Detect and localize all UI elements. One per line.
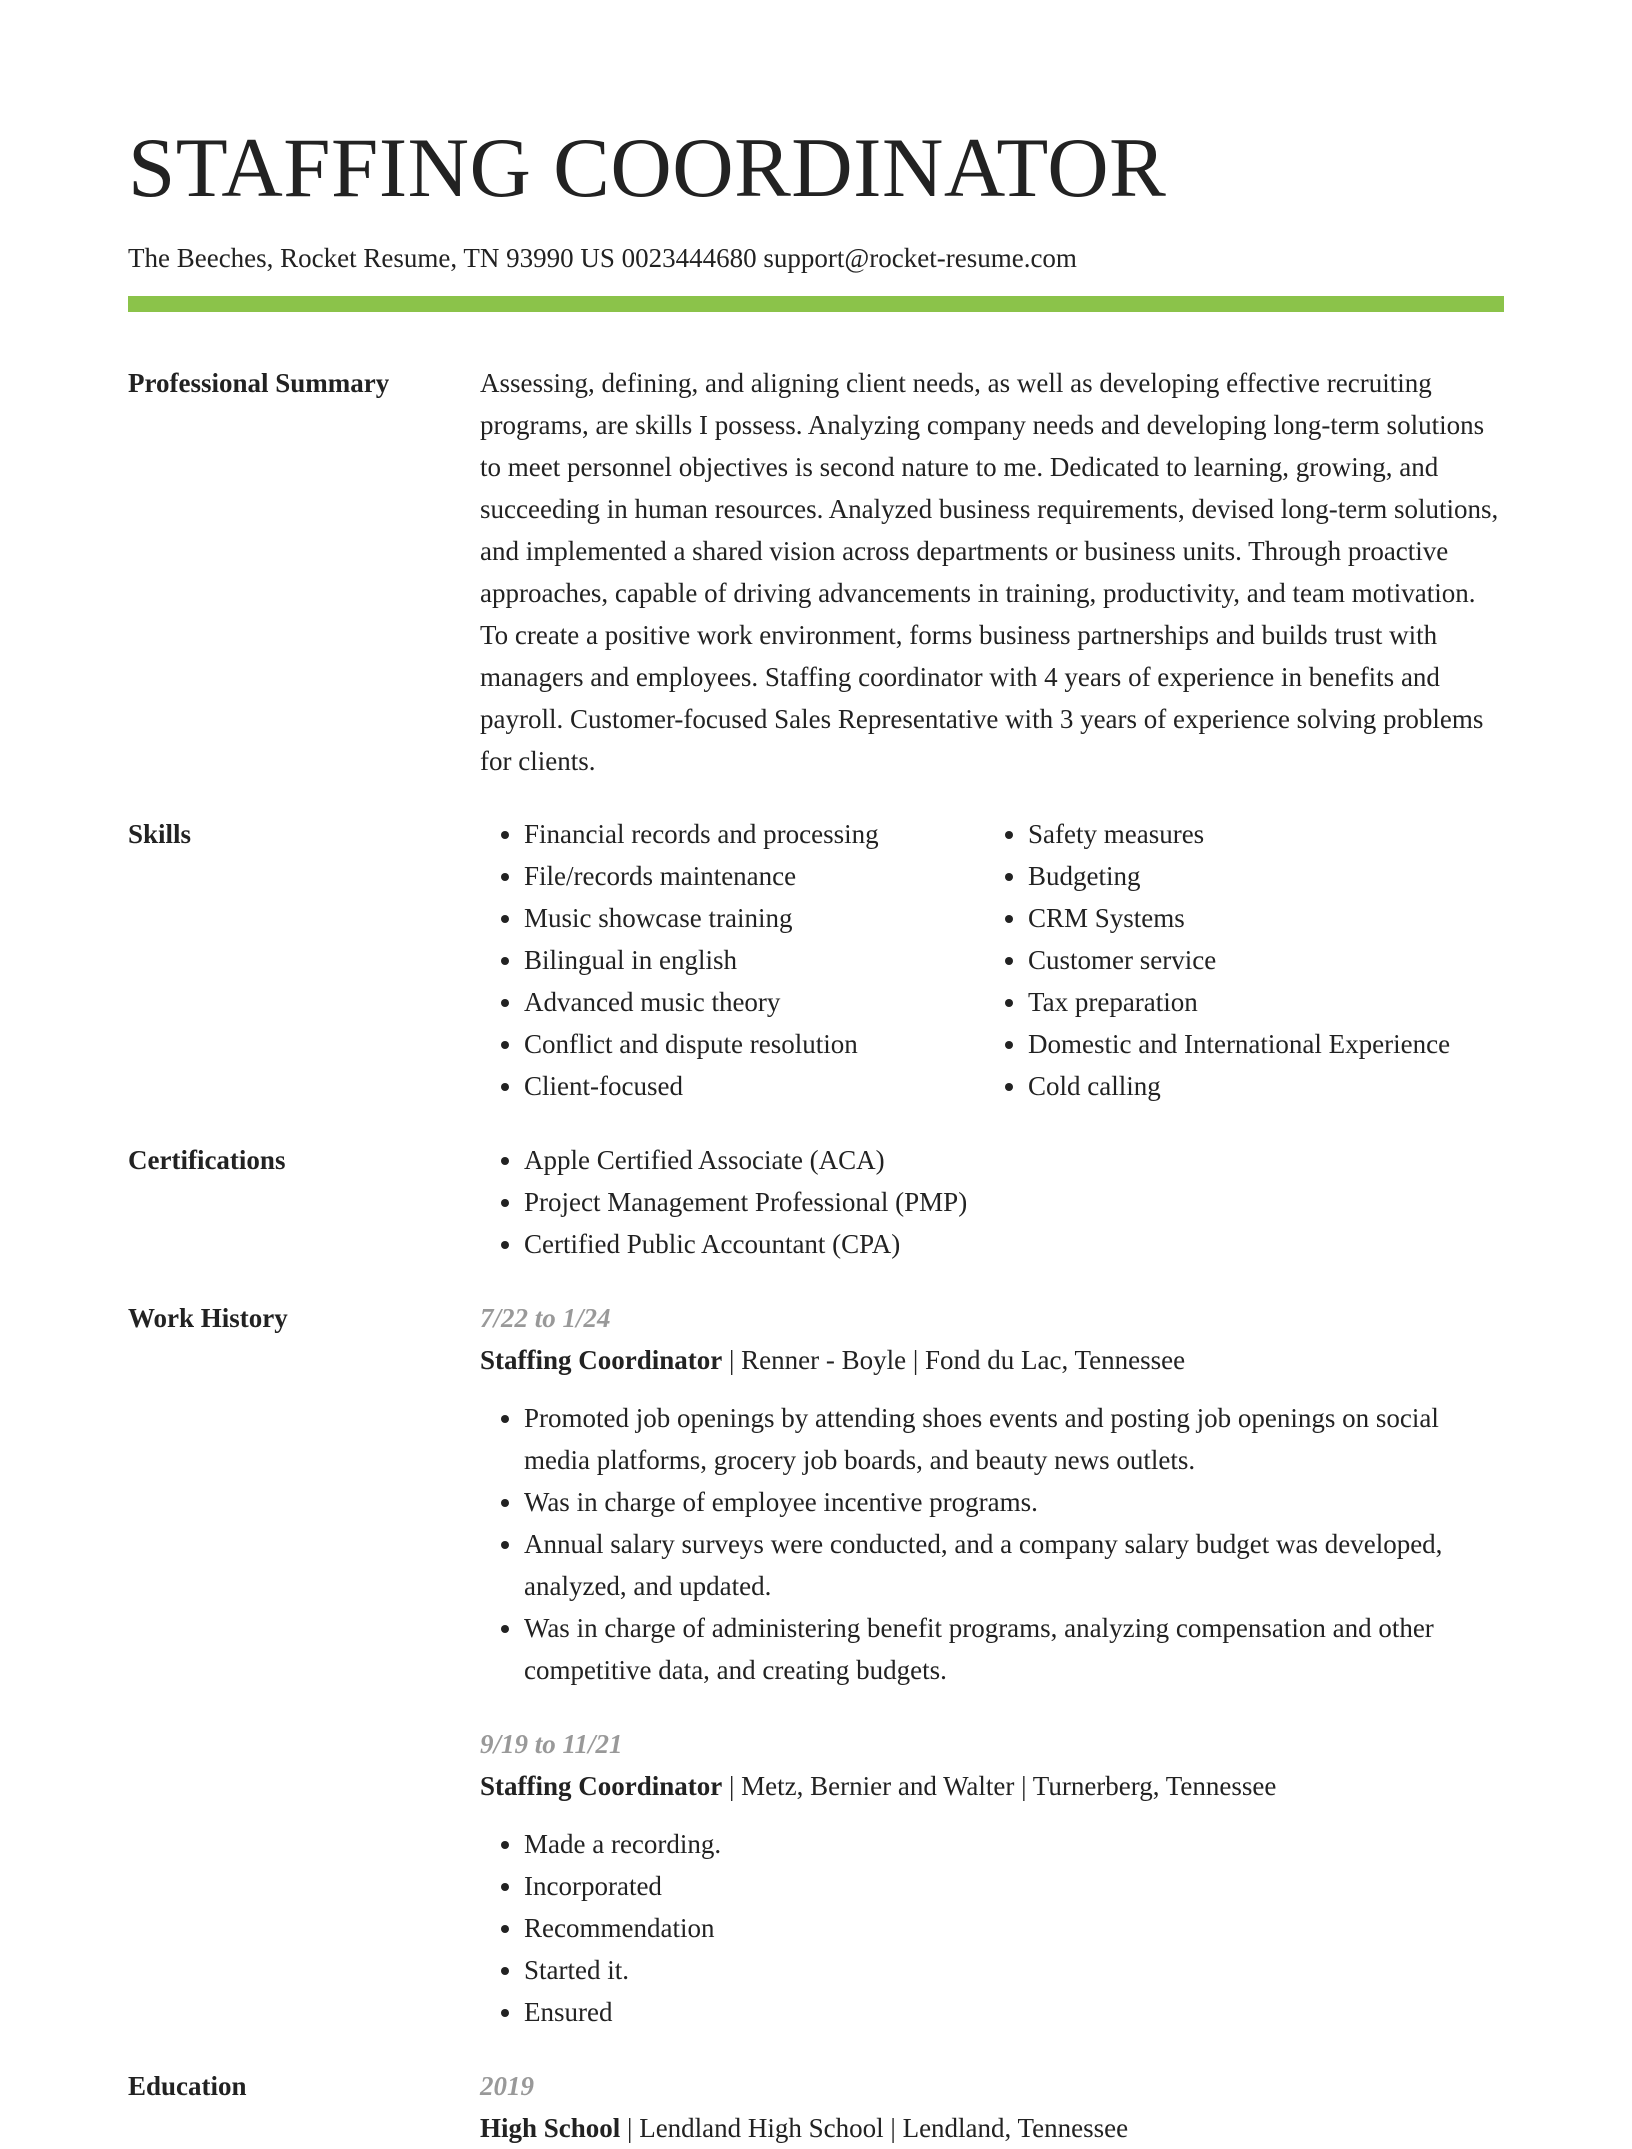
job-details: | Renner - Boyle | Fond du Lac, Tennessee xyxy=(722,1345,1186,1375)
job-entry xyxy=(480,1723,1504,2033)
certification-item: • Certified Public Accountant (CPA) xyxy=(524,1223,1504,1265)
accent-divider xyxy=(128,296,1504,312)
education-details: | Lendland High School | Lendland, Tennessee xyxy=(620,2113,1129,2143)
job-entry xyxy=(480,1297,1504,1691)
certification-item: • Project Management Professional (PMP) xyxy=(524,1181,1504,1223)
resume-page xyxy=(128,0,1504,2149)
skill-item: • Safety measures xyxy=(1028,813,1488,855)
job-date: 7/22 to 1/24 xyxy=(480,1303,611,1333)
job-bullet: • Recommendation xyxy=(524,1907,1504,1949)
skill-item: • Budgeting xyxy=(1028,855,1488,897)
section-title-work-history: Work History xyxy=(128,1303,288,1333)
job-title: Staffing Coordinator xyxy=(480,1345,723,1375)
summary-section xyxy=(128,362,1504,782)
resume-title: STAFFING COORDINATOR xyxy=(128,121,1167,215)
skill-item: • Conflict and dispute resolution xyxy=(524,1023,984,1065)
section-title-skills: Skills xyxy=(128,819,192,849)
certifications-list xyxy=(480,1139,1504,1265)
work-history-list xyxy=(480,1297,1504,2033)
skill-item: • Domestic and International Experience xyxy=(1028,1023,1488,1065)
education-entry xyxy=(480,2065,1504,2149)
certifications-section xyxy=(128,1139,1504,1265)
skills-column-left xyxy=(480,813,984,1107)
skill-item: • Music showcase training xyxy=(524,897,984,939)
job-heading xyxy=(480,1765,1504,1807)
work-history-section xyxy=(128,1297,1504,2033)
education-date: 2019 xyxy=(480,2071,534,2101)
job-bullet: • Was in charge of employee incentive programs. xyxy=(524,1481,1504,1523)
certification-item: • Apple Certified Associate (ACA) xyxy=(524,1139,1504,1181)
skill-item: • Bilingual in english xyxy=(524,939,984,981)
job-bullets xyxy=(480,1823,1504,2033)
job-bullet: • Started it. xyxy=(524,1949,1504,1991)
skill-item: • Customer service xyxy=(1028,939,1488,981)
education-degree: High School xyxy=(480,2113,621,2143)
job-bullet: • Promoted job openings by attending shoes events and posting job openings on social media platforms, grocery job boards, and beauty news outlets. xyxy=(524,1397,1504,1481)
skill-item: • Cold calling xyxy=(1028,1065,1488,1107)
skills-list xyxy=(480,813,1504,1107)
section-title-education: Education xyxy=(128,2071,247,2101)
job-date: 9/19 to 11/21 xyxy=(480,1729,623,1759)
section-title-summary: Professional Summary xyxy=(128,368,390,398)
education-heading xyxy=(480,2107,1504,2149)
education-section xyxy=(128,2065,1504,2149)
skill-item: • Advanced music theory xyxy=(524,981,984,1023)
job-details: | Metz, Bernier and Walter | Turnerberg, Tennessee xyxy=(722,1771,1277,1801)
skills-column-right xyxy=(984,813,1488,1107)
job-bullets xyxy=(480,1397,1504,1691)
job-title: Staffing Coordinator xyxy=(480,1771,723,1801)
skills-section xyxy=(128,813,1504,1107)
job-bullet: • Ensured xyxy=(524,1991,1504,2033)
skill-item: • Financial records and processing xyxy=(524,813,984,855)
skill-item: • Client-focused xyxy=(524,1065,984,1107)
section-title-certifications: Certifications xyxy=(128,1145,286,1175)
job-bullet: • Incorporated xyxy=(524,1865,1504,1907)
skill-item: • File/records maintenance xyxy=(524,855,984,897)
job-heading xyxy=(480,1339,1504,1381)
job-bullet: • Made a recording. xyxy=(524,1823,1504,1865)
summary-text: Assessing, defining, and aligning client needs, as well as developing effective recruiting programs, are skills I possess. Analyzing company needs and developing long-term solutions to meet personnel objectives is second nature to me. Dedicated to learning, growing, and succeeding in human resources. Analyzed business requirements, devised long-term solutions, and implemented a shared vision across departments or business units. Through proactive approaches, capable of driving advancements in training, productivity, and team motivation. To create a positive work environment, forms business partnerships and builds trust with managers and employees. Staffing coordinator with 4 years of experience in benefits and payroll. Customer-focused Sales Representative with 3 years of experience solving problems for clients. xyxy=(480,368,1499,776)
contact-info: The Beeches, Rocket Resume, TN 93990 US 0023444680 support@rocket-resume.com xyxy=(128,243,1077,273)
job-bullet: • Annual salary surveys were conducted, and a company salary budget was developed, analyzed, and updated. xyxy=(524,1523,1504,1607)
skill-item: • Tax preparation xyxy=(1028,981,1488,1023)
skill-item: • CRM Systems xyxy=(1028,897,1488,939)
job-bullet: • Was in charge of administering benefit programs, analyzing compensation and other competitive data, and creating budgets. xyxy=(524,1607,1504,1691)
